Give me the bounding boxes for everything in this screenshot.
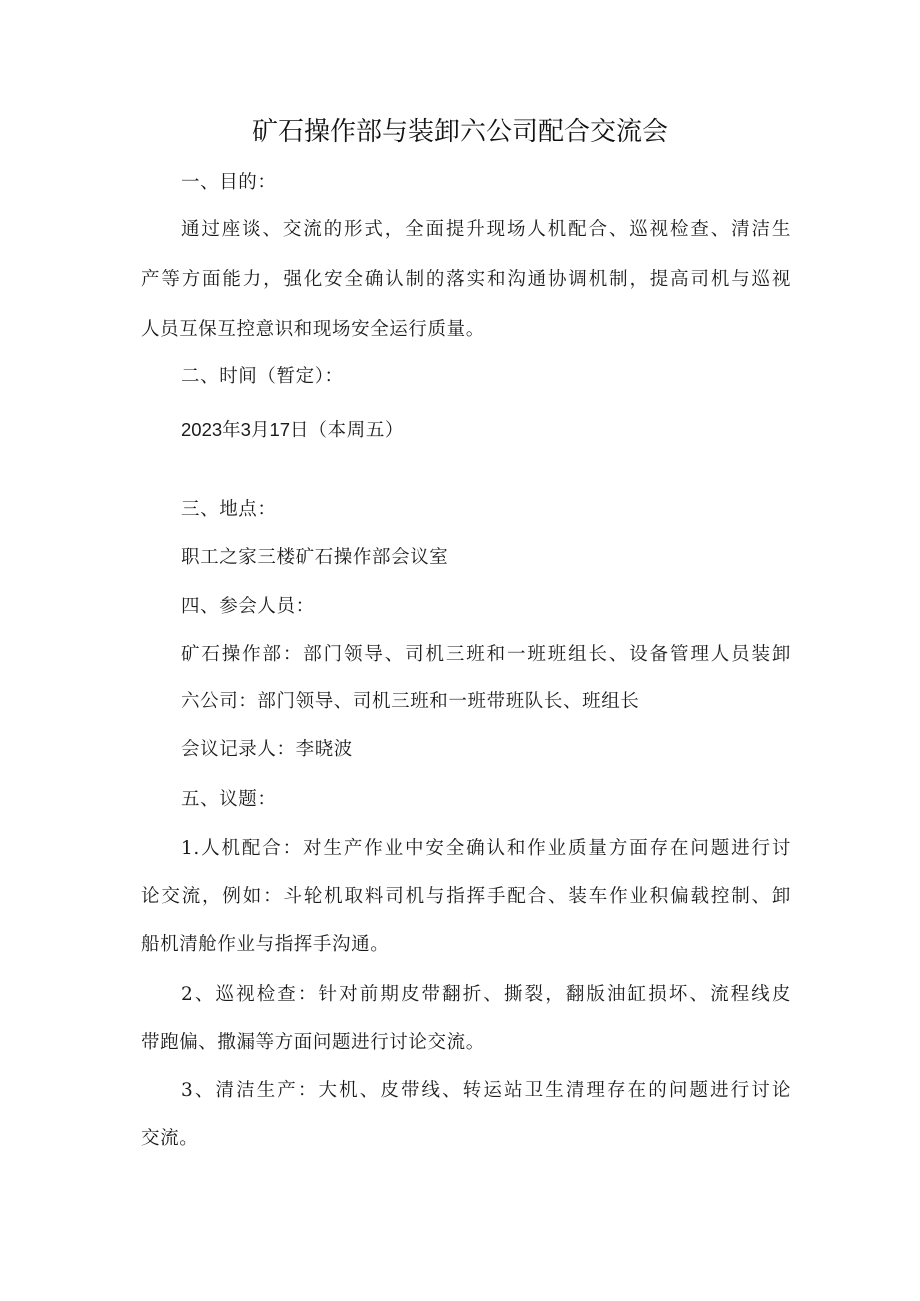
section-heading-purpose: 一、目的：: [181, 172, 277, 193]
purpose-text-line-1: 通过座谈、交流的形式，全面提升现场人机配合、巡视检查、清洁生: [181, 219, 791, 240]
topic-3-line-1: 3、清洁生产：大机、皮带线、转运站卫生清理存在的问题进行讨论: [181, 1080, 791, 1101]
document-title: 矿石操作部与装卸六公司配合交流会: [251, 117, 668, 147]
topic-3-line-2: 交流。: [141, 1128, 199, 1149]
section-heading-location: 三、地点：: [181, 499, 277, 520]
meeting-date: [181, 415, 831, 446]
meeting-recorder: 会议记录人：李晓波: [181, 739, 353, 760]
location-value: 职工之家三楼矿石操作部会议室: [181, 547, 449, 568]
section-heading-time: 二、时间（暂定）：: [181, 366, 344, 387]
attendees-line-2: 六公司：部门领导、司机三班和一班带班队长、班组长: [181, 691, 640, 712]
topic-1-line-2: 论交流，例如：斗轮机取料司机与指挥手配合、装车作业积偏载控制、卸: [141, 886, 791, 907]
meeting-date-value: 2023年3月17日: [181, 419, 309, 440]
purpose-text-line-2: 产等方面能力，强化安全确认制的落实和沟通协调机制，提高司机与巡视: [141, 269, 791, 290]
topic-1-line-3: 船机清舱作业与指挥手沟通。: [141, 934, 390, 955]
section-heading-attendees: 四、参会人员：: [181, 596, 315, 617]
topic-2-line-2: 带跑偏、撒漏等方面问题进行讨论交流。: [141, 1032, 485, 1053]
purpose-text-line-3: 人员互保互控意识和现场安全运行质量。: [141, 319, 485, 340]
topic-1-line-1: 1.人机配合：对生产作业中安全确认和作业质量方面存在问题进行讨: [181, 838, 791, 859]
section-heading-topics: 五、议题：: [181, 789, 277, 810]
attendees-line-1: 矿石操作部：部门领导、司机三班和一班班组长、设备管理人员装卸: [181, 644, 791, 665]
meeting-date-weekday: （本周五）: [308, 420, 405, 441]
topic-2-line-1: 2、巡视检查：针对前期皮带翻折、撕裂，翻版油缸损坏、流程线皮: [181, 984, 791, 1005]
